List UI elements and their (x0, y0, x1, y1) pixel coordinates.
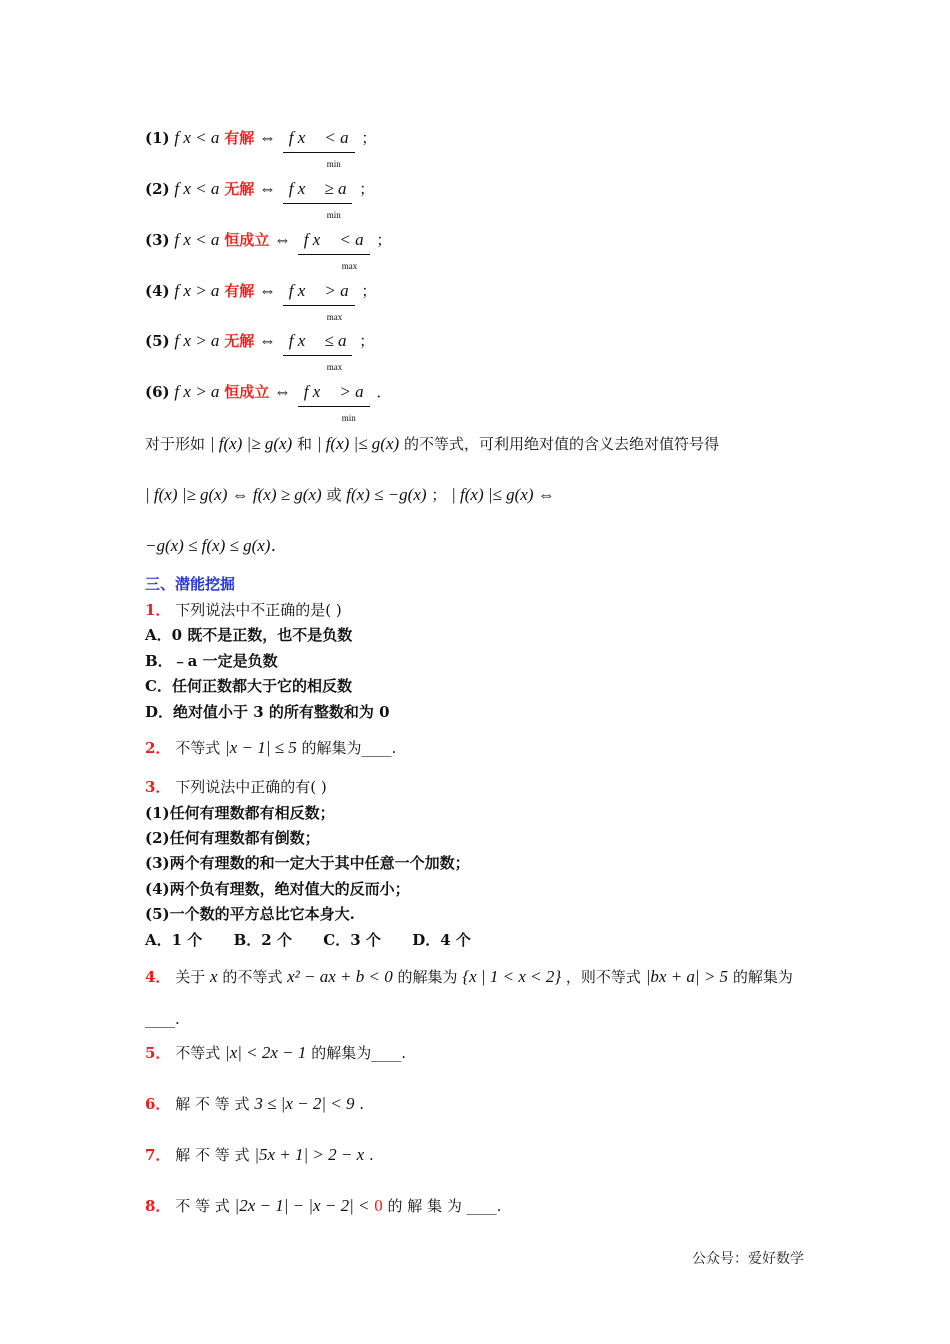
answer-blank: f x max ≤ a (283, 331, 353, 356)
text: 不 等 式 (175, 1197, 230, 1215)
question-4 (145, 967, 793, 987)
item-number: (5) (145, 332, 170, 350)
item-number: (4) (145, 282, 170, 300)
formula: {x | 1 < x < 2} (462, 967, 562, 986)
answer-blank: f x min ≥ a (283, 179, 353, 204)
iff-symbol: ⇔ (259, 128, 276, 147)
answer-blank: f x max > a (283, 281, 355, 306)
formula: x² − ax + b < 0 (287, 967, 393, 986)
punct: ； (361, 129, 377, 147)
formula: |bx + a| > 5 (645, 967, 729, 986)
answer-blank: f x min < a (283, 128, 355, 153)
question-6 (145, 1094, 364, 1114)
question-number: 3． (145, 778, 171, 796)
text: 的不等式 (222, 968, 283, 986)
formula: x (210, 967, 218, 986)
text: 的解集为____. (301, 739, 397, 757)
keyword: 有解 (224, 129, 255, 147)
text: 的 解 集 为 ____. (387, 1197, 502, 1215)
text: 关于 (175, 968, 206, 986)
q3-item-4: (4)两个负有理数，绝对值大的反而小； (145, 880, 410, 898)
question-1 (145, 600, 342, 620)
condition-line-1 (145, 128, 377, 169)
question-number: 8． (145, 1197, 171, 1215)
footer-watermark: 公众号：爱好数学 (692, 1251, 804, 1267)
formula: |5x + 1| > 2 − x (254, 1145, 365, 1164)
abs-intro-line (145, 434, 719, 454)
text: 的解集为 (397, 968, 458, 986)
text: 的不等式，可利用绝对值的含义去绝对值符号得 (403, 435, 719, 453)
formula: −g(x) ≤ f(x) ≤ g(x)． (145, 536, 288, 555)
formula: 3 ≤ |x − 2| < 9 (254, 1094, 355, 1113)
text: ，则不等式 (565, 968, 641, 986)
formula: | f(x) |≥ g(x) ⇔ f(x) ≥ g(x) (145, 485, 322, 504)
text: 的解集为____. (311, 1044, 406, 1062)
question-2 (145, 738, 396, 758)
question-stem: 下列说法中正确的有( ) (175, 778, 327, 796)
abs-line-3 (145, 536, 287, 556)
question-number: 6． (145, 1095, 171, 1113)
keyword: 有解 (224, 282, 255, 300)
punct: . (368, 1146, 374, 1164)
iff-symbol: ⇔ (259, 281, 276, 300)
iff-symbol: ⇔ (259, 331, 276, 350)
question-number: 5． (145, 1044, 171, 1062)
question-number: 2． (145, 739, 171, 757)
question-number: 1． (145, 601, 171, 619)
punct: ； (361, 282, 377, 300)
iff-symbol: ⇔ (274, 382, 291, 401)
keyword: 恒成立 (224, 231, 270, 249)
formula: f x < a (174, 179, 220, 198)
question-7 (145, 1145, 374, 1165)
condition-line-5 (145, 331, 375, 372)
text: 解 不 等 式 (175, 1146, 250, 1164)
formula: | f(x) |≤ g(x) (316, 434, 400, 453)
q3-item-5: (5)一个数的平方总比它本身大. (145, 905, 355, 923)
answer-blank: f x max < a (298, 230, 370, 255)
text: 解 不 等 式 (175, 1095, 250, 1113)
keyword: 无解 (224, 180, 255, 198)
item-number: (3) (145, 231, 170, 249)
formula: f x > a (174, 331, 220, 350)
condition-line-3 (145, 230, 392, 271)
text: ； (431, 486, 447, 504)
q1-option-b: B．﹣a 一定是负数 (145, 652, 278, 670)
condition-line-2 (145, 179, 375, 220)
question-3 (145, 777, 327, 797)
q3-item-1: (1)任何有理数都有相反数； (145, 804, 335, 822)
text: 不等式 (175, 1044, 221, 1062)
formula: | f(x) |≥ g(x) (209, 434, 293, 453)
q4-answer-tail: ____. (145, 1010, 180, 1028)
question-8 (145, 1196, 501, 1216)
punct: ； (359, 180, 375, 198)
q3-options: A．1 个 B．2 个 C．3 个 D．4 个 (145, 931, 471, 949)
question-5 (145, 1043, 406, 1063)
punct: . (359, 1095, 365, 1113)
q1-option-c: C．任何正数都大于它的相反数 (145, 677, 352, 695)
iff-symbol: ⇔ (274, 230, 291, 249)
text: 不等式 (175, 739, 221, 757)
formula: f x < a (174, 230, 220, 249)
question-number: 7． (145, 1146, 171, 1164)
q3-item-3: (3)两个有理数的和一定大于其中任意一个加数； (145, 854, 470, 872)
punct: ； (359, 332, 375, 350)
formula-zero: 0 (374, 1196, 383, 1215)
section-heading: 三、潜能挖掘 (145, 575, 236, 593)
text: 或 (326, 486, 342, 504)
text: 对于形如 (145, 435, 206, 453)
formula: |x − 1| ≤ 5 (225, 738, 297, 757)
iff-symbol: ⇔ (259, 179, 276, 198)
item-number: (6) (145, 383, 170, 401)
formula: |x| < 2x − 1 (225, 1043, 307, 1062)
text: 的解集为 (732, 968, 793, 986)
formula: f(x) ≤ −g(x) (346, 485, 427, 504)
formula: | f(x) |≤ g(x) ⇔ (451, 485, 555, 504)
item-number: (1) (145, 129, 170, 147)
formula: |2x − 1| − |x − 2| < (234, 1196, 370, 1215)
item-number: (2) (145, 180, 170, 198)
q3-item-2: (2)任何有理数都有倒数； (145, 829, 320, 847)
keyword: 恒成立 (224, 383, 270, 401)
condition-line-4 (145, 281, 377, 322)
formula: f x < a (174, 128, 220, 147)
keyword: 无解 (224, 332, 255, 350)
q1-option-d: D．绝对值小于 3 的所有整数和为 0 (145, 703, 390, 721)
formula: f x > a (174, 382, 220, 401)
formula: f x > a (174, 281, 220, 300)
punct: ； (376, 231, 392, 249)
question-stem: 下列说法中不正确的是( ) (175, 601, 342, 619)
punct: ． (376, 383, 392, 401)
q1-option-a: A．0 既不是正数，也不是负数 (145, 626, 353, 644)
abs-line-2 (145, 485, 555, 505)
question-number: 4． (145, 968, 171, 986)
answer-blank: f x min > a (298, 382, 370, 407)
text: 和 (296, 435, 312, 453)
condition-line-6 (145, 382, 392, 423)
